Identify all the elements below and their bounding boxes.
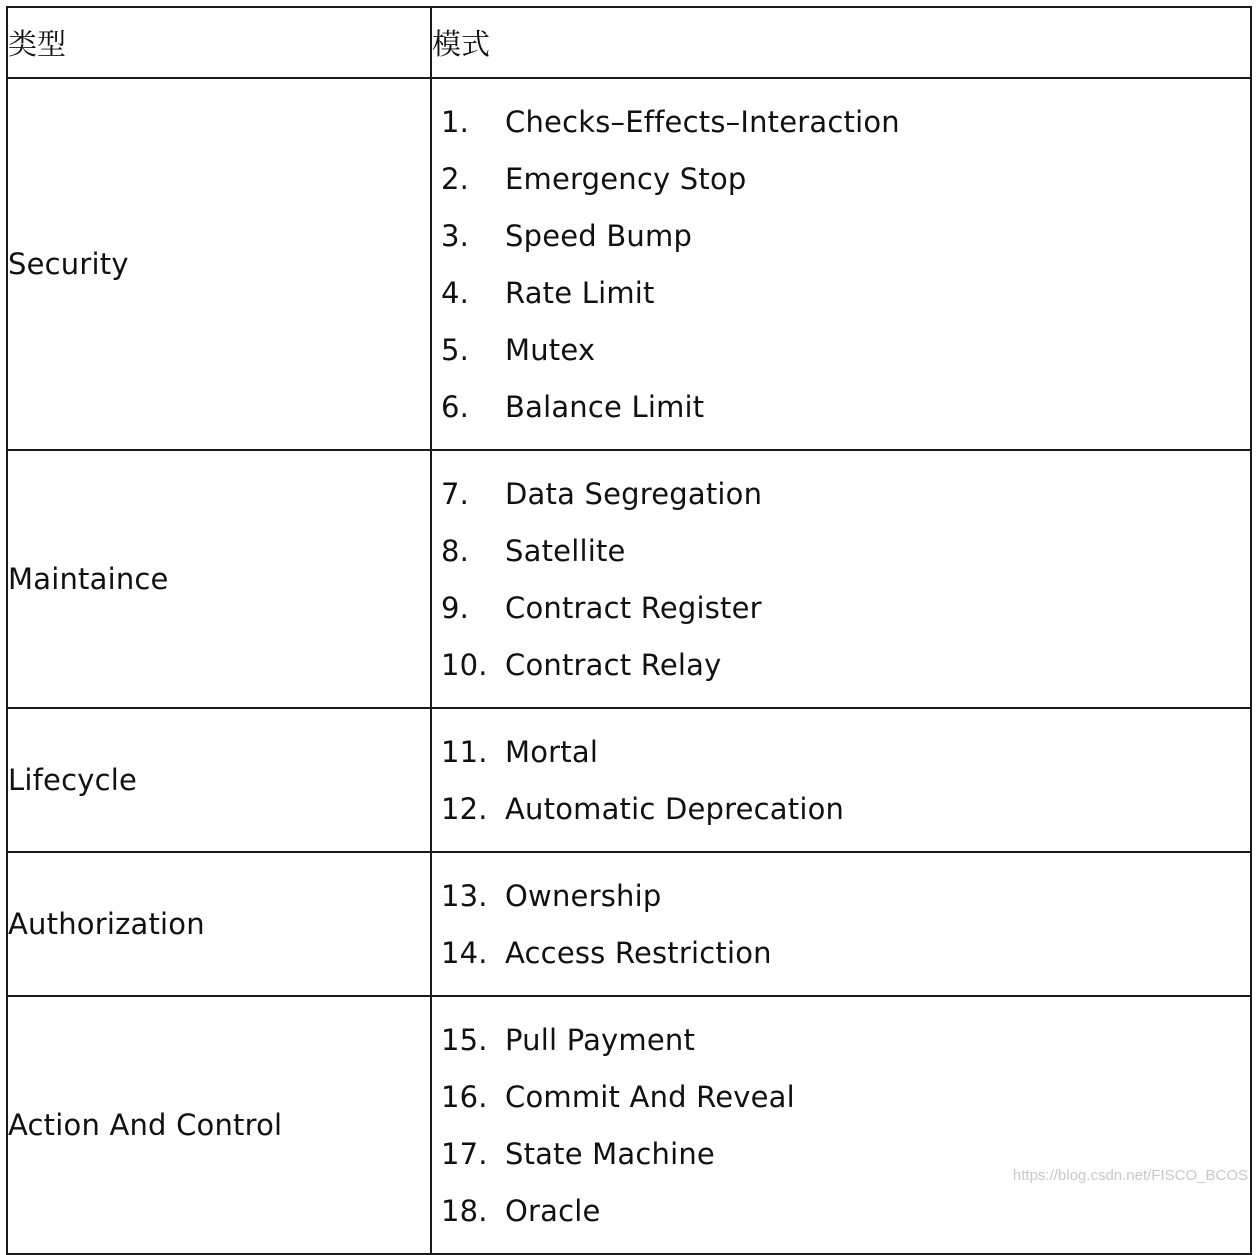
pattern-number: 2.: [441, 161, 470, 196]
pattern-label: Oracle: [505, 1193, 601, 1228]
pattern-label: Emergency Stop: [505, 161, 747, 196]
list-item: [441, 93, 1250, 150]
pattern-list: [432, 997, 1250, 1253]
pattern-label: Speed Bump: [505, 218, 693, 253]
pattern-number: 12.: [441, 791, 488, 826]
mode-cell: [431, 78, 1251, 450]
list-item: [441, 867, 1250, 924]
pattern-label: Contract Relay: [505, 647, 722, 682]
pattern-number: 14.: [441, 935, 488, 970]
pattern-number: 3.: [441, 218, 470, 253]
pattern-label: Pull Payment: [505, 1022, 696, 1057]
pattern-number: 18.: [441, 1193, 488, 1228]
pattern-number: 9.: [441, 590, 470, 625]
header-type: 类型: [7, 7, 431, 78]
pattern-label: State Machine: [505, 1136, 715, 1171]
list-item: [441, 465, 1250, 522]
pattern-label: Rate Limit: [505, 275, 655, 310]
list-item: [441, 636, 1250, 693]
pattern-label: Mortal: [505, 734, 599, 769]
mode-cell: [431, 852, 1251, 996]
pattern-number: 17.: [441, 1136, 488, 1171]
table-header-row: [7, 7, 1251, 78]
table-row: [7, 78, 1251, 450]
pattern-label: Mutex: [505, 332, 596, 367]
pattern-number: 4.: [441, 275, 470, 310]
table-body: [7, 7, 1251, 1254]
pattern-number: 5.: [441, 332, 470, 367]
table-row: [7, 852, 1251, 996]
list-item: [441, 1011, 1250, 1068]
patterns-table: [6, 6, 1252, 1255]
pattern-label: Automatic Deprecation: [505, 791, 845, 826]
watermark: https://blog.csdn.net/FISCO_BCOS: [1012, 1167, 1248, 1184]
pattern-number: 1.: [441, 104, 470, 139]
mode-cell: [431, 708, 1251, 852]
type-cell: Maintaince: [7, 450, 431, 708]
type-cell: Action And Control: [7, 996, 431, 1254]
table-row: [7, 450, 1251, 708]
pattern-label: Checks–Effects–Interaction: [505, 104, 900, 139]
pattern-label: Access Restriction: [505, 935, 772, 970]
list-item: [441, 723, 1250, 780]
list-item: [441, 1182, 1250, 1239]
table-row: [7, 708, 1251, 852]
pattern-number: 10.: [441, 647, 488, 682]
table-row: [7, 996, 1251, 1254]
mode-cell: [431, 450, 1251, 708]
pattern-number: 15.: [441, 1022, 488, 1057]
type-cell: Authorization: [7, 852, 431, 996]
list-item: [441, 924, 1250, 981]
pattern-label: Balance Limit: [505, 389, 705, 424]
pattern-number: 16.: [441, 1079, 488, 1114]
list-item: [441, 1068, 1250, 1125]
list-item: [441, 150, 1250, 207]
pattern-label: Contract Register: [505, 590, 762, 625]
pattern-label: Satellite: [505, 533, 626, 568]
list-item: [441, 321, 1250, 378]
pattern-list: [432, 79, 1250, 449]
pattern-number: 13.: [441, 878, 488, 913]
list-item: [441, 378, 1250, 435]
pattern-list: [432, 853, 1250, 995]
list-item: [441, 207, 1250, 264]
header-mode: 模式: [431, 7, 1251, 78]
pattern-label: Commit And Reveal: [505, 1079, 795, 1114]
type-cell: Security: [7, 78, 431, 450]
type-cell: Lifecycle: [7, 708, 431, 852]
pattern-list: [432, 451, 1250, 707]
list-item: [441, 264, 1250, 321]
list-item: [441, 579, 1250, 636]
pattern-number: 7.: [441, 476, 470, 511]
pattern-number: 11.: [441, 734, 488, 769]
pattern-label: Ownership: [505, 878, 662, 913]
pattern-number: 6.: [441, 389, 470, 424]
pattern-number: 8.: [441, 533, 470, 568]
list-item: [441, 780, 1250, 837]
mode-cell: [431, 996, 1251, 1254]
pattern-list: [432, 709, 1250, 851]
pattern-label: Data Segregation: [505, 476, 763, 511]
list-item: [441, 522, 1250, 579]
